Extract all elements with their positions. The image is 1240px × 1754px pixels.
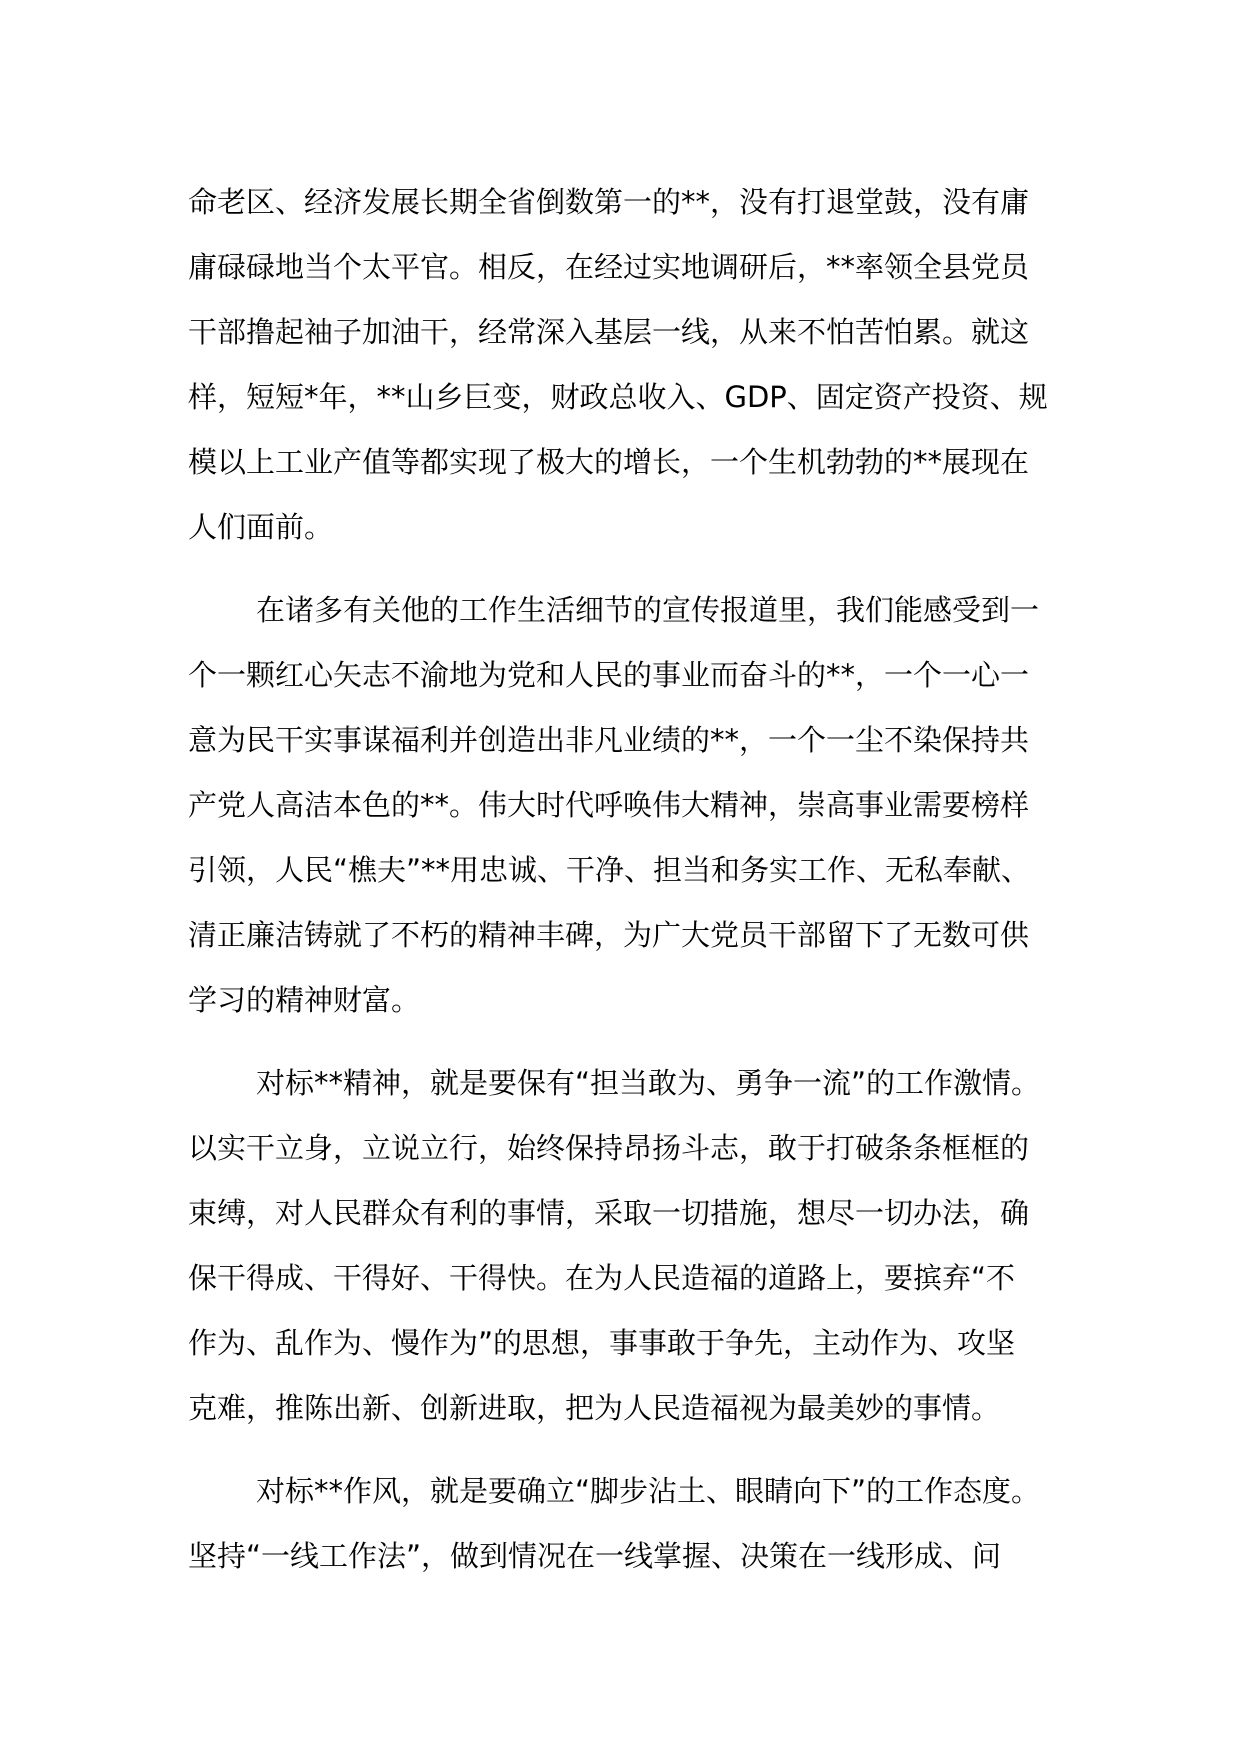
paragraph-4: [188, 1459, 1068, 1589]
paragraph-2: [188, 578, 1068, 1033]
text-line: 庸碌碌地当个太平官。相反，在经过实地调研后，**率领全县党员: [188, 250, 1030, 284]
text-line: 对标**作风，就是要确立“脚步沾土、眼睛向下”的工作态度。: [256, 1474, 1041, 1508]
text-line: 坚持“一线工作法”，做到情况在一线掌握、决策在一线形成、问: [188, 1539, 1002, 1573]
text-line: 意为民干实事谋福利并创造出非凡业绩的**，一个一尘不染保持共: [188, 723, 1030, 757]
text-line: 命老区、经济发展长期全省倒数第一的**，没有打退堂鼓，没有庸: [188, 185, 1030, 219]
text-line: 清正廉洁铸就了不朽的精神丰碑，为广大党员干部留下了无数可供: [188, 918, 1030, 952]
paragraph-3: [188, 1051, 1068, 1441]
text-line: 人们面前。: [188, 510, 334, 544]
text-line: 干部撸起袖子加油干，经常深入基层一线，从来不怕苦怕累。就这: [188, 315, 1030, 349]
text-line: 学习的精神财富。: [188, 983, 421, 1017]
text-line: 克难，推陈出新、创新进取，把为人民造福视为最美妙的事情。: [188, 1391, 1001, 1425]
text-line: 作为、乱作为、慢作为”的思想，事事敢于争先，主动作为、攻坚: [188, 1326, 1016, 1360]
text-line: 保干得成、干得好、干得快。在为人民造福的道路上，要摈弃“不: [188, 1261, 1016, 1295]
text-line: 以实干立身，立说立行，始终保持昂扬斗志，敢于打破条条框框的: [188, 1131, 1030, 1165]
text-line: 对标**精神，就是要保有“担当敢为、勇争一流”的工作激情。: [256, 1066, 1041, 1100]
text-line: 模以上工业产值等都实现了极大的增长，一个生机勃勃的**展现在: [188, 445, 1030, 479]
text-line: 个一颗红心矢志不渝地为党和人民的事业而奋斗的**，一个一心一: [188, 658, 1030, 692]
text-line: 样，短短*年，**山乡巨变，财政总收入、GDP、固定资产投资、规: [188, 380, 1048, 414]
paragraph-1: [188, 170, 1068, 560]
text-line: 束缚，对人民群众有利的事情，采取一切措施，想尽一切办法，确: [188, 1196, 1030, 1230]
text-line: 在诸多有关他的工作生活细节的宣传报道里，我们能感受到一: [256, 593, 1040, 627]
document-body: [188, 170, 1068, 1607]
text-line: 产党人高洁本色的**。伟大时代呼唤伟大精神，崇高事业需要榜样: [188, 788, 1030, 822]
text-line: 引领，人民“樵夫”**用忠诚、干净、担当和务实工作、无私奉献、: [188, 853, 1031, 887]
